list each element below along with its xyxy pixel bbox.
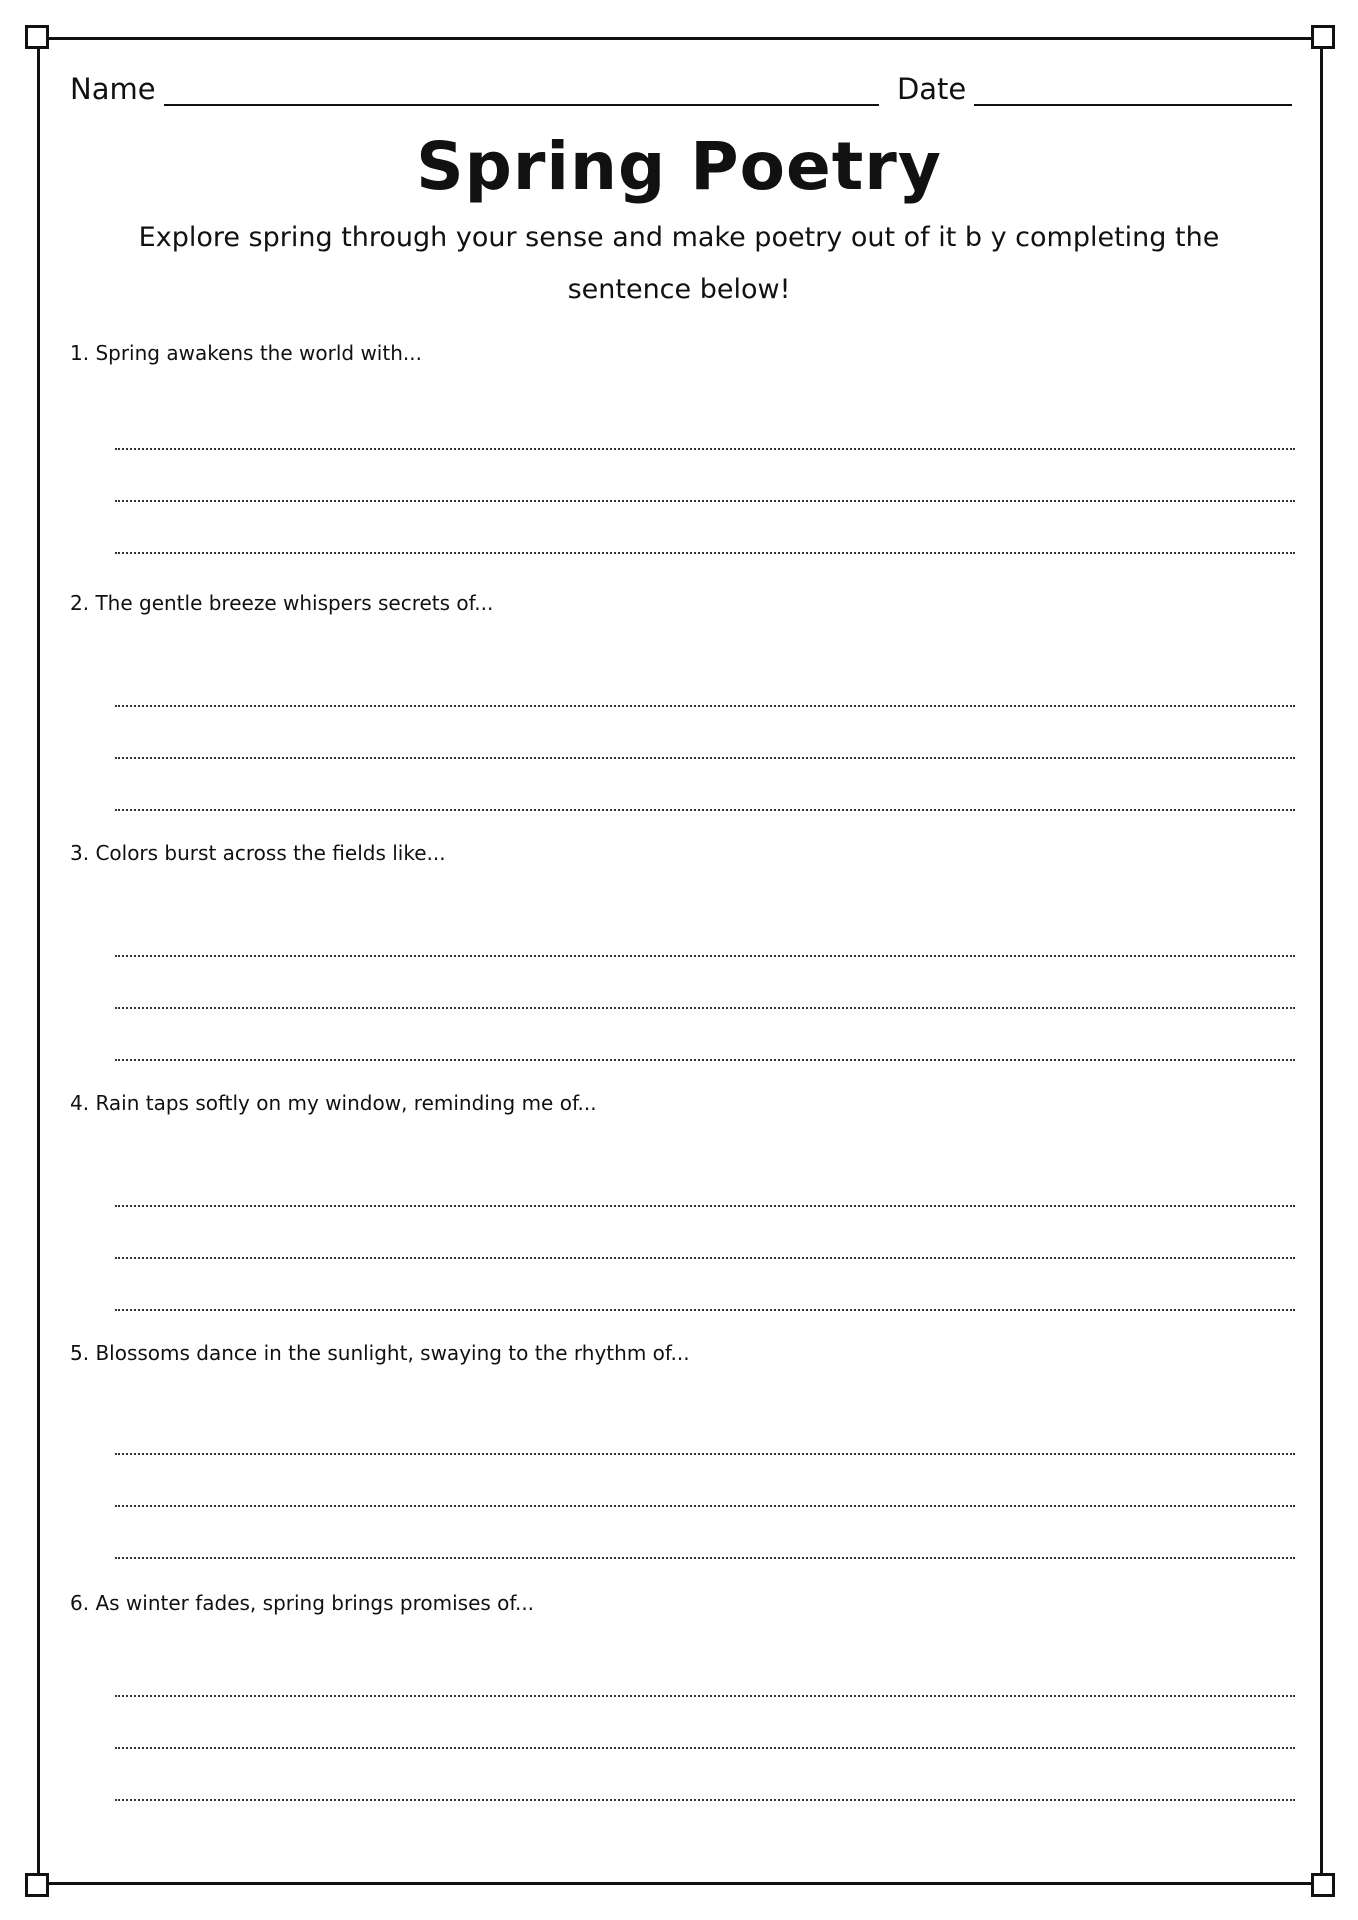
question-prompt: 6. As winter fades, spring brings promises of... — [70, 1591, 535, 1615]
instructions: Explore spring through your sense and make poetry out of it b y completing the sentence below! — [138, 222, 1220, 305]
question-prompt: 2. The gentle breeze whispers secrets of... — [70, 591, 494, 615]
answer-line[interactable] — [115, 448, 1295, 450]
question-prompt: 3. Colors burst across the fields like... — [70, 841, 446, 865]
answer-line[interactable] — [115, 705, 1295, 707]
answer-line[interactable] — [115, 757, 1295, 759]
answer-line[interactable] — [115, 1257, 1295, 1259]
answer-line[interactable] — [115, 955, 1295, 957]
answer-line[interactable] — [115, 500, 1295, 502]
question-5 — [70, 1328, 1300, 1378]
date-field[interactable] — [974, 74, 1292, 106]
answer-line[interactable] — [115, 1453, 1295, 1455]
answer-line[interactable] — [115, 1557, 1295, 1559]
corner-square-bottom-right — [1311, 1873, 1335, 1897]
answer-line[interactable] — [115, 1747, 1295, 1749]
answer-line[interactable] — [115, 1205, 1295, 1207]
answer-line[interactable] — [115, 1007, 1295, 1009]
answer-line[interactable] — [115, 1695, 1295, 1697]
question-3 — [70, 828, 1300, 878]
answer-line[interactable] — [115, 1059, 1295, 1061]
answer-line[interactable] — [115, 552, 1295, 554]
question-6 — [70, 1578, 1300, 1628]
name-field[interactable] — [164, 74, 879, 106]
answer-line[interactable] — [115, 809, 1295, 811]
answer-line[interactable] — [115, 1505, 1295, 1507]
question-prompt: 1. Spring awakens the world with... — [70, 341, 422, 365]
question-4 — [70, 1078, 1300, 1128]
question-prompt: 4. Rain taps softly on my window, reminding me of... — [70, 1091, 597, 1115]
header-fields — [70, 66, 1292, 106]
corner-square-top-left — [25, 25, 49, 49]
question-2 — [70, 578, 1300, 628]
corner-square-bottom-left — [25, 1873, 49, 1897]
page-title: Spring Poetry — [416, 128, 942, 205]
answer-line[interactable] — [115, 1799, 1295, 1801]
date-label: Date — [896, 72, 967, 106]
question-prompt: 5. Blossoms dance in the sunlight, swaying to the rhythm of... — [70, 1341, 690, 1365]
corner-square-top-right — [1311, 25, 1335, 49]
answer-line[interactable] — [115, 1309, 1295, 1311]
name-label: Name — [70, 72, 156, 106]
question-1 — [70, 328, 1300, 378]
